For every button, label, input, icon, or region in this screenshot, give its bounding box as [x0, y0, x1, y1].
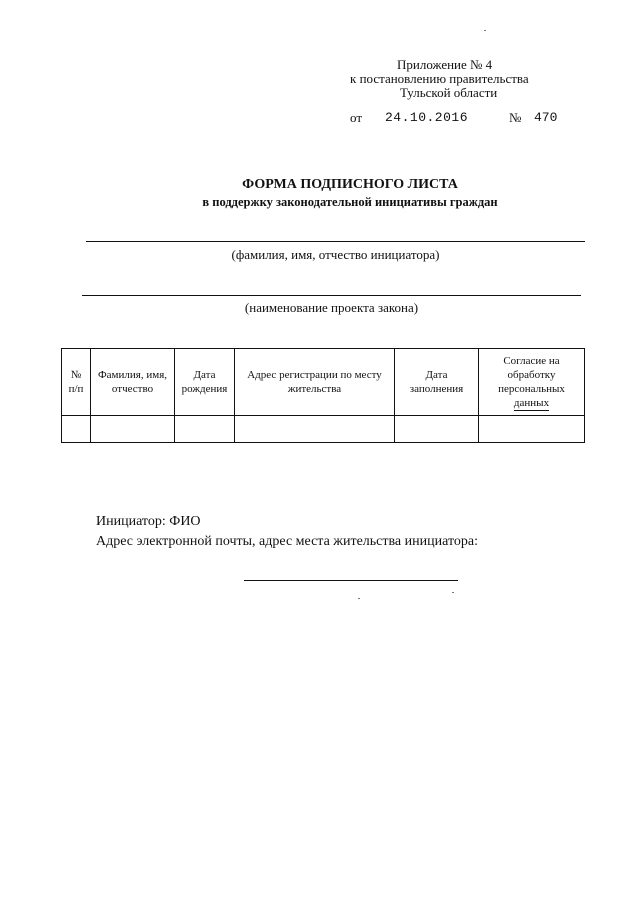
- table-header-row: [62, 349, 585, 416]
- initiator-fill-line: [86, 241, 585, 242]
- table-row: [62, 416, 585, 443]
- header-birth-date-line2: рождения: [181, 383, 228, 395]
- header-consent-line4: данных: [513, 396, 550, 409]
- table-cell[interactable]: [479, 416, 585, 443]
- document-number: 470: [534, 110, 558, 125]
- header-consent: [479, 349, 585, 416]
- header-birth-date: [175, 349, 235, 416]
- header-fill-date-line2: заполнения: [409, 383, 464, 395]
- header-consent-line3: персональных: [498, 382, 565, 395]
- header-number: [62, 349, 91, 416]
- header-fill-date: [395, 349, 479, 416]
- table-cell[interactable]: [62, 416, 91, 443]
- initiator-caption: (фамилия, имя, отчество инициатора): [231, 247, 440, 262]
- table-cell[interactable]: [91, 416, 175, 443]
- table-cell[interactable]: [235, 416, 395, 443]
- header-number-line2: п/п: [68, 383, 84, 395]
- signature-line: [244, 580, 458, 581]
- form-title: ФОРМА ПОДПИСНОГО ЛИСТА: [242, 177, 458, 192]
- header-consent-line1: Согласие на: [503, 354, 560, 367]
- form-subtitle: в поддержку законодательной инициативы граждан: [202, 195, 498, 209]
- initiator-label: Инициатор: ФИО: [96, 514, 201, 529]
- scan-speck: [484, 30, 486, 31]
- header-address-line2: жительства: [287, 383, 342, 395]
- table-cell[interactable]: [175, 416, 235, 443]
- header-number-line1: №: [70, 369, 82, 381]
- header-address-line1: Адрес регистрации по месту: [247, 369, 382, 381]
- appendix-reference-line1: к постановлению правительства: [350, 71, 529, 86]
- number-sign: №: [509, 110, 522, 125]
- law-name-caption: (наименование проекта закона): [244, 300, 419, 315]
- scan-speck: [452, 592, 454, 593]
- document-date: 24.10.2016: [385, 110, 469, 125]
- header-full-name: [91, 349, 175, 416]
- header-full-name-line1: Фамилия, имя,: [97, 369, 167, 381]
- header-fill-date-line1: Дата: [425, 369, 448, 381]
- scan-speck: [358, 598, 360, 599]
- header-birth-date-line1: Дата: [193, 369, 216, 381]
- law-name-fill-line: [82, 295, 581, 296]
- header-full-name-line2: отчество: [111, 383, 154, 395]
- appendix-reference-line2: Тульской области: [400, 85, 498, 100]
- signature-table: [61, 348, 585, 443]
- header-address: [235, 349, 395, 416]
- header-consent-line2: обработку: [507, 368, 556, 381]
- table-cell[interactable]: [395, 416, 479, 443]
- date-prefix: от: [350, 110, 363, 125]
- initiator-contact-label: Адрес электронной почты, адрес места жительства инициатора:: [96, 534, 478, 549]
- appendix-title: Приложение № 4: [397, 57, 493, 72]
